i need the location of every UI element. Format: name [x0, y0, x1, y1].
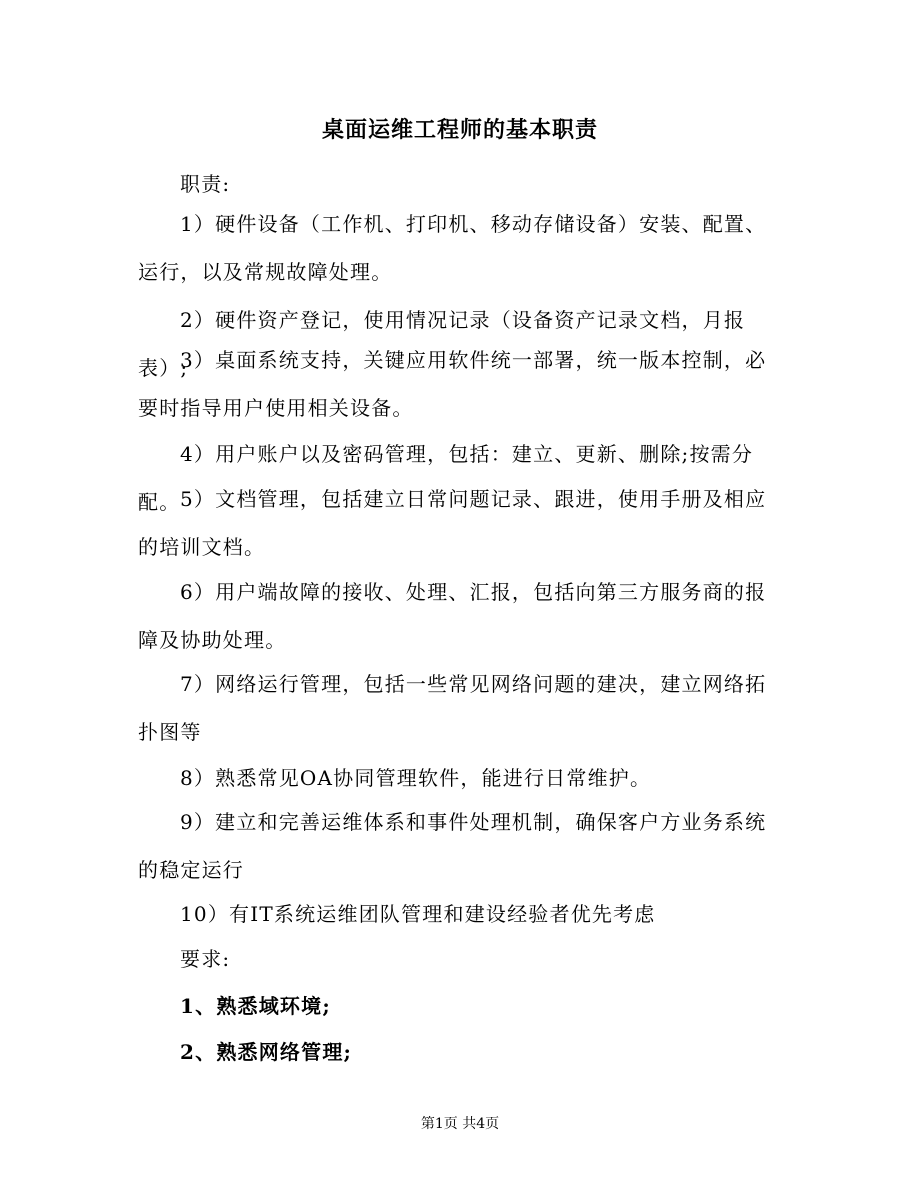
paragraph-duty-7: 7）网络运行管理，包括一些常见网络问题的建决，建立网络拓扑图等: [138, 672, 767, 744]
paragraph-duty-9: 9）建立和完善运维体系和事件处理机制，确保客户方业务系统的稳定运行: [138, 810, 767, 882]
paragraph-duty-2: 2）硬件资产登记，使用情况记录（设备资产记录文档，月报表）;: [138, 308, 746, 380]
paragraph-duty-3: 3）桌面系统支持，关键应用软件统一部署，统一版本控制，必要时指导用户使用相关设备。: [138, 348, 767, 420]
paragraph-requirement-2: 2、熟悉网络管理;: [180, 1040, 353, 1064]
paragraph-duty-10: 10）有IT系统运维团队管理和建设经验者优先考虑: [180, 902, 656, 926]
paragraph-requirement-1: 1、熟悉域环境;: [180, 994, 331, 1018]
paragraph-duties-heading: 职责:: [180, 172, 231, 196]
page-footer: 第1页 共4页: [420, 1116, 500, 1132]
paragraph-duty-4: 4）用户账户以及密码管理，包括：建立、更新、删除;按需分配。: [138, 442, 754, 514]
paragraph-duty-6: 6）用户端故障的接收、处理、汇报，包括向第三方服务商的报障及协助处理。: [138, 580, 767, 652]
paragraph-duty-5: 5）文档管理，包括建立日常问题记录、跟进，使用手册及相应的培训文档。: [138, 487, 767, 559]
page-title: 桌面运维工程师的基本职责: [321, 117, 598, 143]
paragraph-requirements-heading: 要求:: [180, 947, 231, 971]
paragraph-duty-8: 8）熟悉常见OA协同管理软件，能进行日常维护。: [180, 766, 652, 790]
paragraph-duty-1: 1）硬件设备（工作机、打印机、移动存储设备）安装、配置、运行，以及常规故障处理。: [138, 212, 767, 284]
